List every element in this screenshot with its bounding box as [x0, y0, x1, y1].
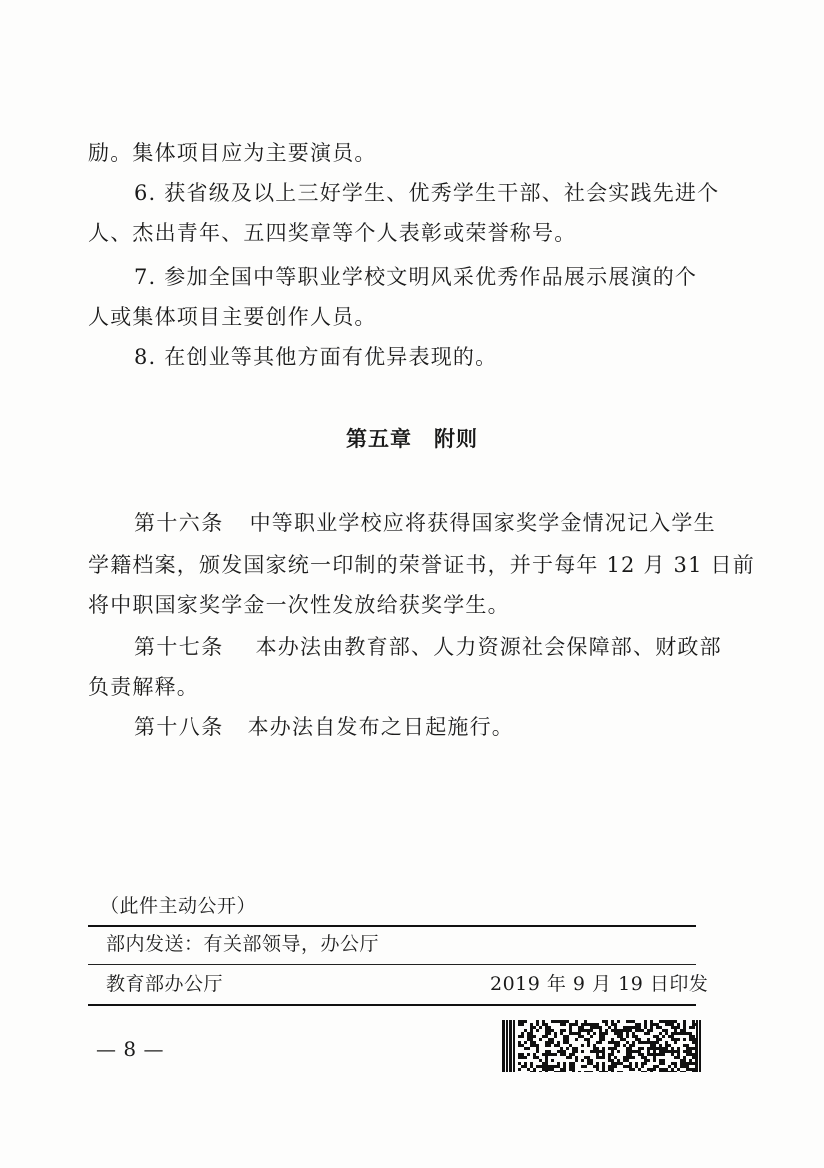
distribution-line: 部内发送：有关部领导，办公厅 — [106, 933, 380, 955]
chapter-heading — [0, 424, 824, 454]
item-6-line-2: 人、杰出青年、五四奖章等个人表彰或荣誉称号。 — [88, 221, 577, 245]
article-17-line-1 — [134, 632, 722, 662]
article-16-label: 第十六条 — [134, 511, 224, 535]
article-18-label: 第十八条 — [134, 715, 224, 739]
item-7-line-2: 人或集体项目主要创作人员。 — [88, 305, 377, 329]
chapter-label: 第五章 — [346, 427, 412, 451]
article-17-text-1: 本办法由教育部、人力资源社会保障部、财政部 — [255, 635, 722, 659]
issuer-name: 教育部办公厅 — [106, 973, 224, 995]
article-16-line-2: 学籍档案，颁发国家统一印制的荣誉证书，并于每年 12 月 31 日前 — [88, 553, 755, 577]
article-17-label: 第十七条 — [134, 635, 224, 659]
article-18-text-1: 本办法自发布之日起施行。 — [247, 715, 515, 739]
article-16-line-1 — [134, 508, 716, 538]
document-barcode — [502, 1020, 702, 1072]
footer-rule-bottom — [88, 1004, 696, 1006]
disclosure-note: （此件主动公开） — [100, 895, 257, 917]
article-17-line-2: 负责解释。 — [88, 675, 199, 699]
footer-rule-top — [88, 925, 696, 927]
article-16-text-1: 中等职业学校应将获得国家奖学金情况记入学生 — [249, 511, 716, 535]
footer-rule-middle — [88, 964, 696, 965]
barcode-graphic — [502, 1020, 702, 1072]
chapter-title: 附则 — [434, 427, 478, 451]
item-7-line-1: 7. 参加全国中等职业学校文明风采优秀作品展示展演的个 — [134, 265, 698, 289]
page-number: — 8 — — [96, 1037, 164, 1061]
item-8-line: 8. 在创业等其他方面有优异表现的。 — [134, 345, 498, 369]
article-18-line-1 — [134, 712, 514, 742]
article-16-line-3: 将中职国家奖学金一次性发放给获奖学生。 — [88, 593, 510, 617]
issue-date: 2019 年 9 月 19 日印发 — [490, 973, 709, 995]
item-6-line-1: 6. 获省级及以上三好学生、优秀学生干部、社会实践先进个 — [134, 181, 720, 205]
body-line-continuation: 励。集体项目应为主要演员。 — [88, 141, 377, 165]
